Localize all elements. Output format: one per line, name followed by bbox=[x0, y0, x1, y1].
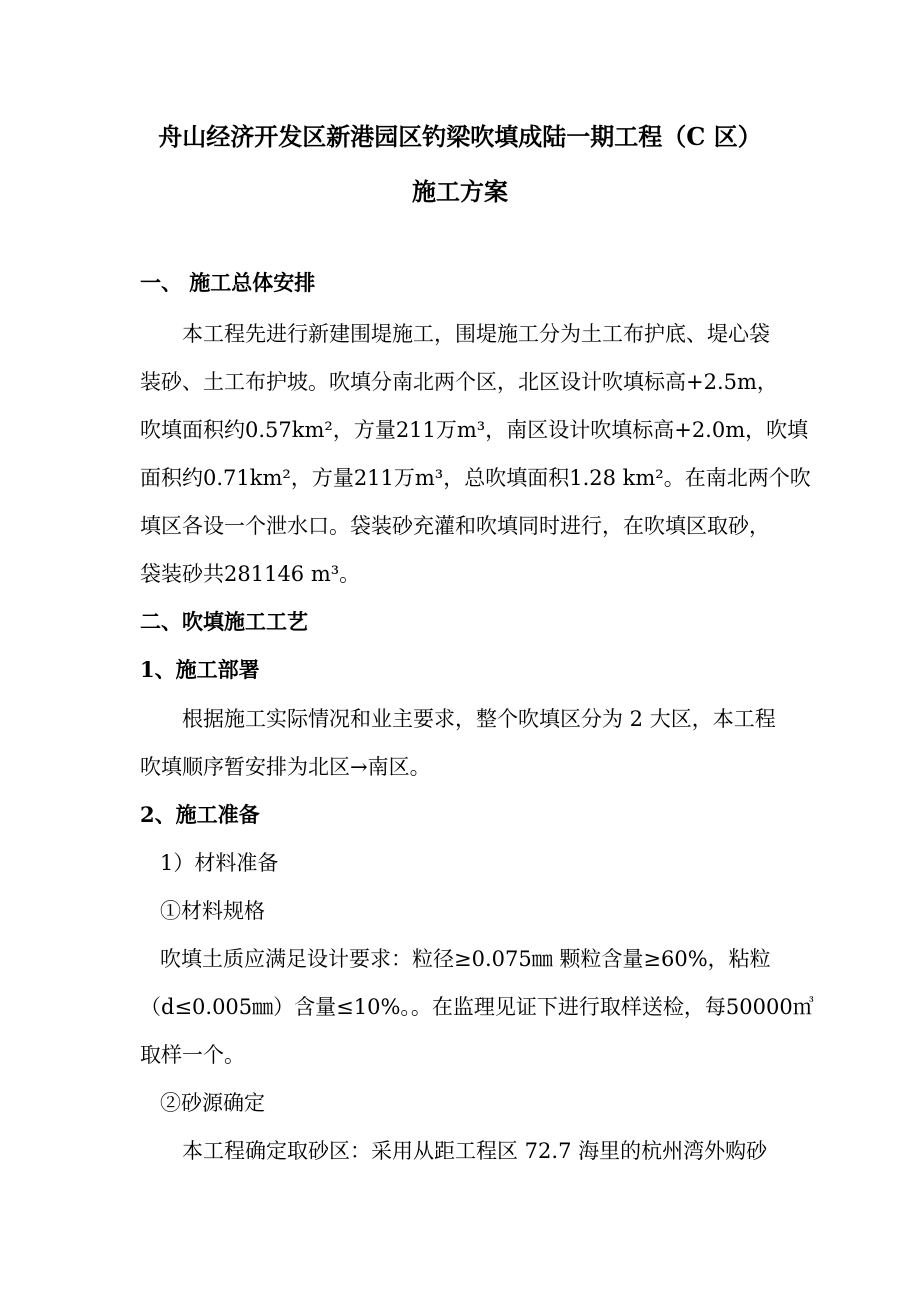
spec-line-3: 取样一个。 bbox=[140, 1043, 245, 1067]
document-title-line2: 施工方案 bbox=[412, 177, 508, 206]
subsection-2-heading: 2、施工准备 bbox=[140, 802, 260, 827]
sub1-line-2: 吹填顺序暂安排为北区→南区。 bbox=[140, 755, 431, 779]
sec1-line-1: 本工程先进行新建围堤施工，围堤施工分为土工布护底、堤心袋 bbox=[182, 322, 770, 346]
sec1-line-5: 填区各设一个泄水口。袋装砂充灌和吹填同时进行，在吹填区取砂， bbox=[140, 514, 770, 538]
spec-line-1: 吹填土质应满足设计要求：粒径≥0.075㎜ 颗粒含量≥60%，粘粒 bbox=[160, 947, 771, 971]
item-materials: 1）材料准备 bbox=[160, 851, 279, 875]
item-material-spec: ①材料规格 bbox=[160, 899, 265, 923]
source-line: 本工程确定取砂区：采用从距工程区 72.7 海里的杭州湾外购砂 bbox=[182, 1139, 768, 1163]
sub1-line-1: 根据施工实际情况和业主要求，整个吹填区分为 2 大区，本工程 bbox=[182, 707, 776, 731]
section-2-heading: 二、吹填施工工艺 bbox=[140, 609, 308, 634]
sec1-line-6: 袋装砂共281146 m³。 bbox=[140, 562, 361, 586]
section-1-heading: 一、 施工总体安排 bbox=[140, 270, 316, 295]
sec1-line-3: 吹填面积约0.57km²，方量211万m³，南区设计吹填标高+2.0m，吹填 bbox=[140, 418, 809, 442]
document-title-line1: 舟山经济开发区新港园区钓梁吹填成陆一期工程（C 区） bbox=[158, 122, 762, 151]
subsection-1-heading: 1、施工部署 bbox=[140, 657, 260, 682]
spec-line-2: （d≤0.005㎜）含量≤10%。。在监理见证下进行取样送检，每50000㎥ bbox=[140, 995, 814, 1019]
sec1-line-4: 面积约0.71km²，方量211万m³，总吹填面积1.28 km²。在南北两个吹 bbox=[140, 466, 811, 490]
sec1-line-2: 装砂、土工布护坡。吹填分南北两个区，北区设计吹填标高+2.5m， bbox=[140, 370, 778, 394]
item-sand-source: ②砂源确定 bbox=[160, 1091, 265, 1115]
